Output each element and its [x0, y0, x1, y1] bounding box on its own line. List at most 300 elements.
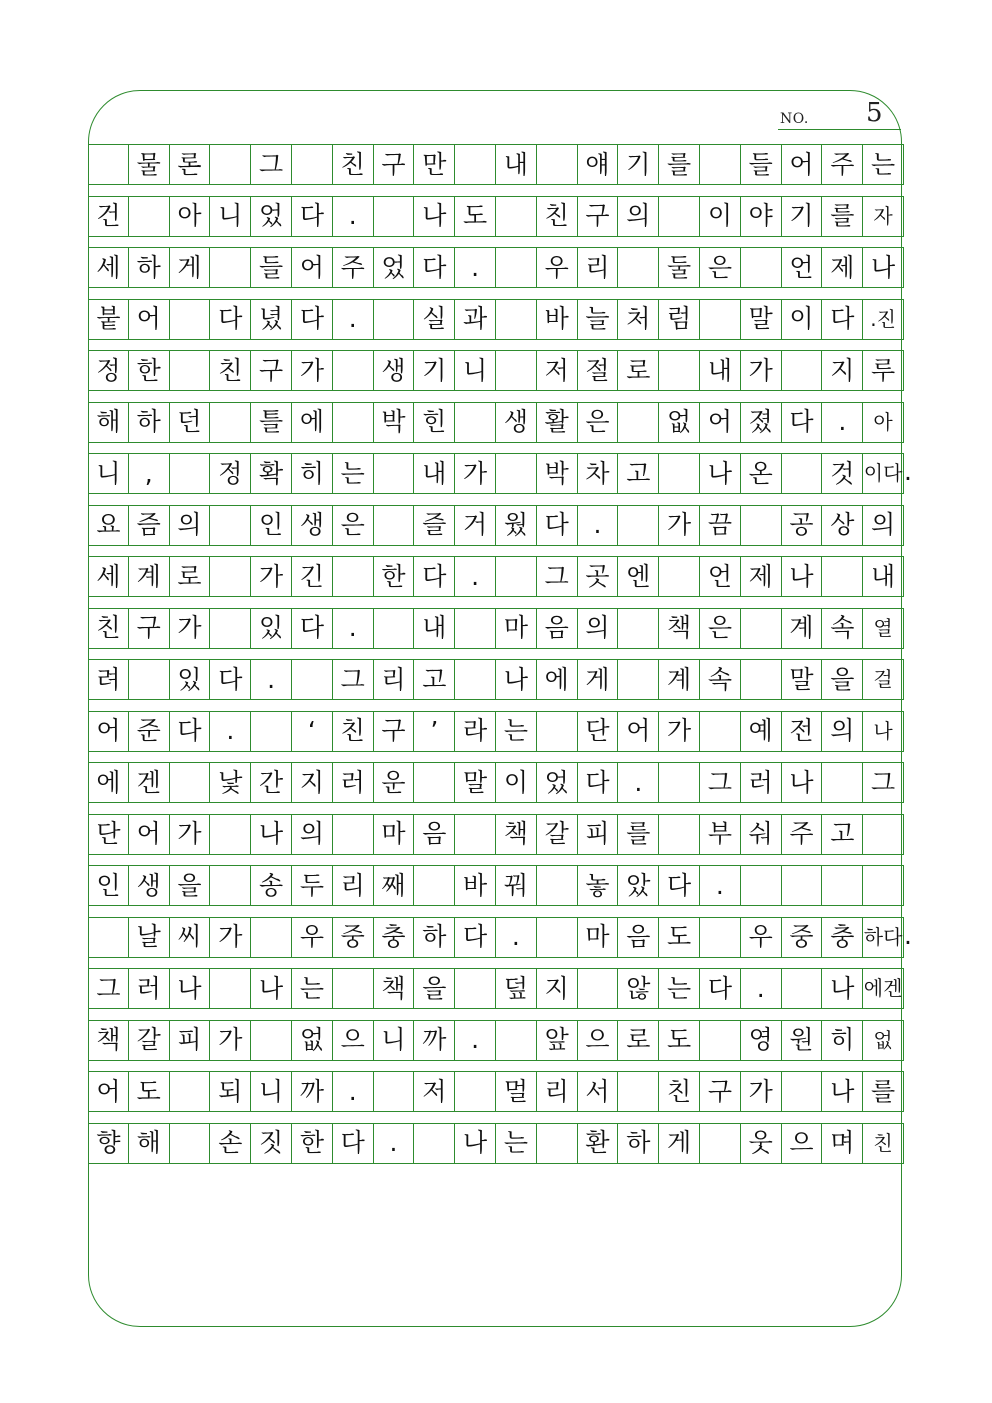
grid-cell: 만 [414, 144, 455, 184]
grid-cell: 고 [822, 814, 863, 854]
grid-cell: 구 [129, 608, 170, 648]
grid-cell: 로 [170, 556, 211, 596]
grid-cell [88, 917, 129, 957]
grid-cell [496, 196, 537, 236]
grid-cell [659, 350, 700, 390]
grid-cell: 있 [170, 659, 211, 699]
grid-cell: 겐 [129, 762, 170, 802]
grid-cell [374, 608, 415, 648]
grid-cell: 까 [292, 1071, 333, 1111]
manuscript-row [88, 1071, 904, 1111]
grid-cell: 음 [414, 814, 455, 854]
grid-cell [496, 350, 537, 390]
grid-cell: 구 [374, 144, 415, 184]
grid-cell: 졌 [741, 402, 782, 442]
grid-cell: 마 [578, 917, 619, 957]
grid-cell [741, 247, 782, 287]
grid-cell: 내 [863, 556, 904, 596]
grid-cell: 았 [618, 865, 659, 905]
grid-cell: 구 [578, 196, 619, 236]
grid-cell: 가 [210, 1020, 251, 1060]
grid-cell: 나 [496, 659, 537, 699]
grid-cell: 리 [333, 865, 374, 905]
grid-cell [659, 556, 700, 596]
grid-cell: 나 [782, 556, 823, 596]
grid-cell: 고 [618, 453, 659, 493]
grid-cell [863, 865, 904, 905]
grid-cell [210, 247, 251, 287]
grid-cell: . [333, 608, 374, 648]
manuscript-row [88, 144, 904, 184]
grid-cell [170, 299, 211, 339]
grid-cell: 긴 [292, 556, 333, 596]
grid-cell: 가 [210, 917, 251, 957]
grid-cell: 갈 [537, 814, 578, 854]
manuscript-row [88, 299, 904, 339]
grid-cell: 이다 [863, 453, 904, 493]
grid-cell: 웃 [741, 1123, 782, 1163]
grid-cell: 의 [578, 608, 619, 648]
grid-cell: 온 [741, 453, 782, 493]
grid-cell: 말 [782, 659, 823, 699]
margin-punctuation: . [904, 920, 912, 950]
grid-cell: 절 [578, 350, 619, 390]
grid-cell [455, 659, 496, 699]
grid-cell [496, 1020, 537, 1060]
grid-cell [333, 350, 374, 390]
grid-cell [782, 865, 823, 905]
grid-cell: 서 [578, 1071, 619, 1111]
grid-cell: 활 [537, 402, 578, 442]
row-bottom-rule [88, 905, 904, 906]
grid-cell [292, 144, 333, 184]
grid-cell: . [700, 865, 741, 905]
grid-cell [659, 196, 700, 236]
grid-cell [455, 144, 496, 184]
grid-cell: 둘 [659, 247, 700, 287]
grid-cell: . [741, 968, 782, 1008]
grid-cell [741, 505, 782, 545]
grid-cell: 없 [292, 1020, 333, 1060]
grid-cell: 럼 [659, 299, 700, 339]
grid-cell [455, 1071, 496, 1111]
grid-cell [700, 917, 741, 957]
row-bottom-rule [88, 854, 904, 855]
grid-cell [700, 1123, 741, 1163]
grid-cell: 리 [374, 659, 415, 699]
grid-cell [374, 299, 415, 339]
grid-cell: 을 [170, 865, 211, 905]
grid-cell: 해 [88, 402, 129, 442]
grid-cell: 나 [455, 1123, 496, 1163]
grid-cell: 러 [333, 762, 374, 802]
grid-cell: 주 [782, 814, 823, 854]
manuscript-grid [88, 144, 912, 1170]
manuscript-row [88, 608, 904, 648]
grid-cell: 박 [374, 402, 415, 442]
grid-cell: 을 [414, 968, 455, 1008]
grid-cell: 바 [455, 865, 496, 905]
grid-cell: 책 [88, 1020, 129, 1060]
grid-cell: 책 [659, 608, 700, 648]
page-number: 5 [866, 98, 883, 128]
grid-cell: 한 [374, 556, 415, 596]
grid-cell [659, 453, 700, 493]
grid-cell: 에 [88, 762, 129, 802]
grid-cell: 다 [700, 968, 741, 1008]
grid-cell: . [251, 659, 292, 699]
grid-cell: 곳 [578, 556, 619, 596]
grid-cell: 틀 [251, 402, 292, 442]
grid-cell [210, 865, 251, 905]
grid-cell: 이 [700, 196, 741, 236]
grid-cell: .진 [863, 299, 904, 339]
grid-cell [210, 608, 251, 648]
grid-cell [210, 402, 251, 442]
grid-cell: 우 [292, 917, 333, 957]
grid-cell: 구 [251, 350, 292, 390]
grid-cell: 은 [700, 608, 741, 648]
grid-cell: 기 [414, 350, 455, 390]
page-number-underline [778, 129, 901, 130]
grid-cell: 아 [170, 196, 211, 236]
grid-cell: 에 [537, 659, 578, 699]
grid-cell [170, 350, 211, 390]
grid-cell [863, 814, 904, 854]
grid-cell: 생 [496, 402, 537, 442]
grid-cell: 이 [496, 762, 537, 802]
grid-cell: 충 [374, 917, 415, 957]
grid-cell [414, 762, 455, 802]
grid-cell: 니 [374, 1020, 415, 1060]
grid-cell: 단 [88, 814, 129, 854]
grid-cell: 다 [578, 762, 619, 802]
grid-cell: 내 [414, 608, 455, 648]
grid-cell: 나 [863, 711, 904, 751]
grid-cell: 덮 [496, 968, 537, 1008]
grid-cell: 없 [863, 1020, 904, 1060]
grid-cell: 를 [659, 144, 700, 184]
grid-cell [210, 556, 251, 596]
grid-cell [659, 814, 700, 854]
grid-cell: 친 [88, 608, 129, 648]
grid-cell: 는 [292, 968, 333, 1008]
grid-cell [537, 917, 578, 957]
grid-cell [537, 711, 578, 751]
grid-cell [782, 1071, 823, 1111]
grid-cell: 다 [292, 299, 333, 339]
grid-cell: 정 [210, 453, 251, 493]
grid-cell: 니 [210, 196, 251, 236]
grid-cell: 운 [374, 762, 415, 802]
grid-cell: 를 [863, 1071, 904, 1111]
grid-cell: 나 [863, 247, 904, 287]
grid-cell: 가 [741, 1071, 782, 1111]
grid-cell [170, 1071, 211, 1111]
grid-cell: 저 [537, 350, 578, 390]
grid-cell: . [374, 1123, 415, 1163]
grid-cell: 즐 [414, 505, 455, 545]
grid-cell: 열 [863, 608, 904, 648]
grid-cell: 내 [700, 350, 741, 390]
grid-cell: 아 [863, 402, 904, 442]
grid-cell: 가 [455, 453, 496, 493]
grid-cell: 예 [741, 711, 782, 751]
grid-cell: 가 [170, 608, 211, 648]
grid-cell: 다 [414, 556, 455, 596]
manuscript-row [88, 402, 904, 442]
grid-cell: 는 [496, 1123, 537, 1163]
grid-cell: 웠 [496, 505, 537, 545]
row-bottom-rule [88, 751, 904, 752]
grid-cell: 주 [333, 247, 374, 287]
grid-cell: 붙 [88, 299, 129, 339]
grid-cell: 게 [659, 1123, 700, 1163]
grid-cell: 음 [618, 917, 659, 957]
grid-cell: 어 [618, 711, 659, 751]
manuscript-row [88, 505, 904, 545]
grid-cell [822, 762, 863, 802]
grid-cell: 언 [700, 556, 741, 596]
grid-cell [210, 968, 251, 1008]
grid-cell: 책 [374, 968, 415, 1008]
grid-cell: 니 [88, 453, 129, 493]
row-bottom-rule [88, 699, 904, 700]
grid-cell: 째 [374, 865, 415, 905]
grid-cell [618, 402, 659, 442]
grid-cell: 으 [782, 1123, 823, 1163]
grid-cell: 가 [170, 814, 211, 854]
grid-cell: 계 [659, 659, 700, 699]
grid-cell [414, 1123, 455, 1163]
grid-cell: 계 [782, 608, 823, 648]
grid-cell: 의 [863, 505, 904, 545]
grid-cell: 숴 [741, 814, 782, 854]
grid-cell [129, 659, 170, 699]
grid-cell: 그 [251, 144, 292, 184]
manuscript-row [88, 196, 904, 236]
grid-cell: 우 [537, 247, 578, 287]
grid-cell: 다 [659, 865, 700, 905]
grid-cell: 히 [292, 453, 333, 493]
grid-cell: 어 [700, 402, 741, 442]
manuscript-row [88, 350, 904, 390]
grid-cell [537, 865, 578, 905]
grid-cell: 정 [88, 350, 129, 390]
grid-cell: 나 [822, 968, 863, 1008]
grid-cell: 게 [170, 247, 211, 287]
grid-cell [251, 711, 292, 751]
grid-cell: 인 [88, 865, 129, 905]
grid-cell [618, 608, 659, 648]
grid-cell: 준 [129, 711, 170, 751]
manuscript-row [88, 762, 904, 802]
grid-cell: 며 [822, 1123, 863, 1163]
grid-cell: 들 [251, 247, 292, 287]
grid-cell: 얘 [578, 144, 619, 184]
grid-cell: 리 [537, 1071, 578, 1111]
row-bottom-rule [88, 596, 904, 597]
grid-cell: 말 [455, 762, 496, 802]
grid-cell [455, 814, 496, 854]
grid-cell [537, 1123, 578, 1163]
grid-cell: 제 [822, 247, 863, 287]
grid-cell: . [333, 196, 374, 236]
grid-cell: 되 [210, 1071, 251, 1111]
grid-cell: 차 [578, 453, 619, 493]
grid-cell: 간 [251, 762, 292, 802]
grid-cell: 은 [578, 402, 619, 442]
manuscript-row [88, 247, 904, 287]
grid-cell: 하 [129, 247, 170, 287]
grid-cell: 것 [822, 453, 863, 493]
grid-cell: 루 [863, 350, 904, 390]
grid-cell: 말 [741, 299, 782, 339]
grid-cell [496, 556, 537, 596]
grid-cell: . [578, 505, 619, 545]
grid-cell: 피 [578, 814, 619, 854]
manuscript-row [88, 711, 904, 751]
grid-cell: 주 [822, 144, 863, 184]
margin-punctuation: . [904, 457, 912, 486]
grid-cell: 송 [251, 865, 292, 905]
grid-cell [88, 144, 129, 184]
grid-cell: 은 [700, 247, 741, 287]
grid-cell: 게 [578, 659, 619, 699]
grid-cell: 녔 [251, 299, 292, 339]
grid-cell: 생 [292, 505, 333, 545]
grid-cell [578, 968, 619, 1008]
grid-cell: 들 [741, 144, 782, 184]
grid-cell: 도 [129, 1071, 170, 1111]
grid-cell: 던 [170, 402, 211, 442]
grid-cell: 그 [88, 968, 129, 1008]
grid-cell: 바 [537, 299, 578, 339]
grid-cell: 하 [414, 917, 455, 957]
grid-cell: . [455, 556, 496, 596]
grid-cell: 나 [170, 968, 211, 1008]
grid-cell [741, 865, 782, 905]
grid-cell [822, 556, 863, 596]
row-bottom-rule [88, 802, 904, 803]
grid-cell: . [333, 1071, 374, 1111]
row-bottom-rule [88, 236, 904, 237]
grid-cell [414, 865, 455, 905]
grid-cell: 언 [782, 247, 823, 287]
grid-cell: 내 [496, 144, 537, 184]
row-bottom-rule [88, 545, 904, 546]
grid-cell: 과 [455, 299, 496, 339]
row-bottom-rule [88, 287, 904, 288]
grid-cell: 제 [741, 556, 782, 596]
grid-cell: 단 [578, 711, 619, 751]
grid-cell: 었 [374, 247, 415, 287]
grid-cell [455, 968, 496, 1008]
grid-cell [170, 453, 211, 493]
grid-cell: 에겐 [863, 968, 904, 1008]
grid-cell: 힌 [414, 402, 455, 442]
grid-cell [782, 453, 823, 493]
grid-cell: 로 [618, 350, 659, 390]
grid-cell: 갈 [129, 1020, 170, 1060]
row-bottom-rule [88, 493, 904, 494]
grid-cell: 걸 [863, 659, 904, 699]
grid-cell: 하 [129, 402, 170, 442]
grid-cell: 인 [251, 505, 292, 545]
grid-cell: 어 [88, 711, 129, 751]
grid-cell: 있 [251, 608, 292, 648]
grid-cell: 은 [333, 505, 374, 545]
manuscript-row [88, 1123, 904, 1163]
grid-cell: 어 [88, 1071, 129, 1111]
grid-cell: 속 [822, 608, 863, 648]
grid-cell: . [455, 1020, 496, 1060]
grid-cell: 다 [455, 917, 496, 957]
grid-cell: 생 [129, 865, 170, 905]
grid-cell [333, 968, 374, 1008]
grid-cell: 공 [782, 505, 823, 545]
grid-cell: 그 [333, 659, 374, 699]
grid-cell: . [333, 299, 374, 339]
grid-cell: 않 [618, 968, 659, 1008]
grid-cell: 다 [822, 299, 863, 339]
grid-cell: 나 [414, 196, 455, 236]
grid-cell [455, 402, 496, 442]
grid-cell: 저 [414, 1071, 455, 1111]
grid-cell: ‘ [292, 711, 333, 751]
grid-cell: 가 [251, 556, 292, 596]
grid-cell: 낯 [210, 762, 251, 802]
grid-cell: 를 [618, 814, 659, 854]
grid-cell [292, 659, 333, 699]
grid-cell: 상 [822, 505, 863, 545]
grid-cell: . [210, 711, 251, 751]
grid-cell: 가 [292, 350, 333, 390]
grid-cell [822, 865, 863, 905]
grid-cell: 어 [292, 247, 333, 287]
grid-cell: 나 [700, 453, 741, 493]
grid-cell: 러 [741, 762, 782, 802]
grid-cell: 처 [618, 299, 659, 339]
grid-cell: 늘 [578, 299, 619, 339]
row-bottom-rule [88, 1008, 904, 1009]
grid-cell: 나 [822, 1071, 863, 1111]
grid-cell [496, 299, 537, 339]
grid-cell: 앞 [537, 1020, 578, 1060]
row-bottom-rule [88, 957, 904, 958]
grid-cell: 의 [822, 711, 863, 751]
grid-cell: 친 [863, 1123, 904, 1163]
grid-cell: 책 [496, 814, 537, 854]
manuscript-row [88, 814, 904, 854]
grid-cell: 부 [700, 814, 741, 854]
grid-cell [741, 608, 782, 648]
grid-cell [170, 762, 211, 802]
grid-cell: 다 [292, 608, 333, 648]
grid-cell: 중 [782, 917, 823, 957]
grid-cell: 다 [537, 505, 578, 545]
grid-cell: 어 [129, 299, 170, 339]
grid-cell: 친 [333, 711, 374, 751]
grid-cell: 하 [618, 1123, 659, 1163]
grid-cell: ’ [414, 711, 455, 751]
grid-cell [782, 968, 823, 1008]
grid-cell [333, 556, 374, 596]
manuscript-row [88, 659, 904, 699]
page-number-label: NO. [780, 111, 809, 127]
grid-cell [374, 453, 415, 493]
grid-cell: 러 [129, 968, 170, 1008]
